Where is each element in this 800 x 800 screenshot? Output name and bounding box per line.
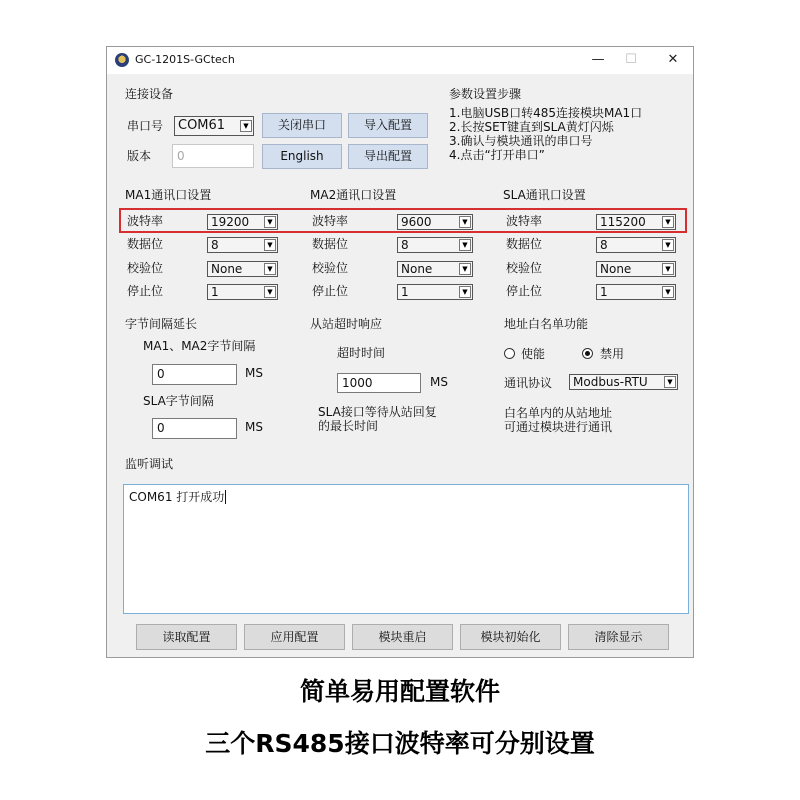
whitelist-note: 可通过模块进行通讯 bbox=[504, 420, 613, 434]
ms-unit-label: MS bbox=[245, 420, 263, 434]
sla-parity-select[interactable] bbox=[596, 261, 676, 277]
ma2-parity-value: None bbox=[401, 262, 433, 276]
ma1-databits-select[interactable] bbox=[207, 237, 278, 253]
chevron-down-icon: ▼ bbox=[459, 239, 471, 251]
sla-parity-value: None bbox=[600, 262, 632, 276]
protocol-label: 通讯协议 bbox=[504, 376, 553, 390]
steps-line: 1.电脑USB口转485连接模块MA1口 bbox=[449, 106, 643, 120]
text-cursor bbox=[225, 490, 226, 504]
timeout-note: SLA接口等待从站回复 bbox=[318, 405, 437, 419]
sla-byte-delay-label: SLA字节间隔 bbox=[143, 394, 214, 408]
read-config-button[interactable]: 读取配置 bbox=[136, 624, 237, 650]
protocol-select[interactable] bbox=[569, 374, 678, 390]
stopbits-label: 停止位 bbox=[127, 284, 164, 298]
protocol-value: Modbus-RTU bbox=[573, 375, 648, 389]
baud-label: 波特率 bbox=[312, 214, 349, 228]
ma1-parity-select[interactable] bbox=[207, 261, 278, 277]
timeout-title: 从站超时响应 bbox=[310, 317, 383, 331]
chevron-down-icon: ▼ bbox=[662, 239, 674, 251]
sla-byte-delay-input[interactable]: 0 bbox=[152, 418, 237, 439]
ma1-parity-value: None bbox=[211, 262, 243, 276]
minimize-button[interactable]: — bbox=[591, 52, 605, 67]
ma1-stopbits-select[interactable] bbox=[207, 284, 278, 300]
import-config-button[interactable]: 导入配置 bbox=[348, 113, 428, 138]
sla-baud-value: 115200 bbox=[600, 215, 646, 229]
chevron-down-icon: ▼ bbox=[264, 239, 276, 251]
ma1-baud-value: 19200 bbox=[211, 215, 250, 229]
chevron-down-icon: ▼ bbox=[662, 263, 674, 275]
sla-stopbits-select[interactable] bbox=[596, 284, 676, 300]
enable-label: 使能 bbox=[521, 347, 546, 361]
restart-module-button[interactable]: 模块重启 bbox=[352, 624, 453, 650]
clear-display-button[interactable]: 清除显示 bbox=[568, 624, 669, 650]
chevron-down-icon: ▼ bbox=[459, 286, 471, 298]
app-logo-icon bbox=[115, 53, 129, 67]
parity-label: 校验位 bbox=[312, 261, 349, 275]
ma2-settings-title: MA2通讯口设置 bbox=[310, 188, 397, 202]
ma2-databits-value: 8 bbox=[401, 238, 409, 252]
sla-settings-title: SLA通讯口设置 bbox=[503, 188, 586, 202]
parity-label: 校验位 bbox=[506, 261, 543, 275]
port-value: COM61 bbox=[178, 118, 226, 133]
baud-label: 波特率 bbox=[506, 214, 543, 228]
apply-config-button[interactable]: 应用配置 bbox=[244, 624, 345, 650]
ma2-parity-select[interactable] bbox=[397, 261, 473, 277]
title-bar bbox=[107, 47, 693, 74]
ma-byte-delay-label: MA1、MA2字节间隔 bbox=[143, 339, 256, 353]
steps-line: 4.点击“打开串口” bbox=[449, 148, 545, 162]
chevron-down-icon: ▼ bbox=[264, 216, 276, 228]
databits-label: 数据位 bbox=[506, 237, 543, 251]
byte-delay-title: 字节间隔延长 bbox=[125, 317, 198, 331]
baud-label: 波特率 bbox=[127, 214, 164, 228]
chevron-down-icon: ▼ bbox=[264, 263, 276, 275]
ma2-stopbits-value: 1 bbox=[401, 285, 409, 299]
whitelist-note: 白名单内的从站地址 bbox=[504, 406, 613, 420]
ms-unit-label: MS bbox=[245, 366, 263, 380]
databits-label: 数据位 bbox=[127, 237, 164, 251]
databits-label: 数据位 bbox=[312, 237, 349, 251]
chevron-down-icon: ▼ bbox=[264, 286, 276, 298]
whitelist-title: 地址白名单功能 bbox=[504, 317, 589, 331]
chevron-down-icon: ▼ bbox=[459, 216, 471, 228]
close-port-button[interactable]: 关闭串口 bbox=[262, 113, 342, 138]
monitor-log-area[interactable] bbox=[123, 484, 689, 614]
init-module-button[interactable]: 模块初始化 bbox=[460, 624, 561, 650]
baud-highlight-box bbox=[119, 208, 687, 233]
stopbits-label: 停止位 bbox=[312, 284, 349, 298]
disable-label: 禁用 bbox=[600, 347, 625, 361]
monitor-log-text: COM61 打开成功 bbox=[129, 490, 225, 504]
export-config-button[interactable]: 导出配置 bbox=[348, 144, 428, 169]
timeout-input[interactable]: 1000 bbox=[337, 373, 421, 393]
ms-unit-label: MS bbox=[430, 375, 448, 389]
chevron-down-icon: ▼ bbox=[459, 263, 471, 275]
chevron-down-icon: ▼ bbox=[662, 216, 674, 228]
chevron-down-icon: ▼ bbox=[662, 286, 674, 298]
timeout-label: 超时时间 bbox=[337, 346, 386, 360]
disable-radio[interactable] bbox=[582, 348, 593, 359]
timeout-note: 的最长时间 bbox=[318, 419, 379, 433]
ma-byte-delay-input[interactable]: 0 bbox=[152, 364, 237, 385]
sla-databits-value: 8 bbox=[600, 238, 608, 252]
ma1-databits-value: 8 bbox=[211, 238, 219, 252]
stopbits-label: 停止位 bbox=[506, 284, 543, 298]
port-label: 串口号 bbox=[127, 119, 164, 133]
ma2-baud-value: 9600 bbox=[401, 215, 432, 229]
port-select[interactable] bbox=[174, 116, 254, 136]
version-label: 版本 bbox=[127, 149, 152, 163]
ma1-stopbits-value: 1 bbox=[211, 285, 219, 299]
maximize-button[interactable]: ☐ bbox=[625, 52, 637, 67]
close-button[interactable]: ✕ bbox=[667, 52, 679, 67]
parity-label: 校验位 bbox=[127, 261, 164, 275]
chevron-down-icon: ▼ bbox=[240, 120, 252, 132]
sla-stopbits-value: 1 bbox=[600, 285, 608, 299]
sla-databits-select[interactable] bbox=[596, 237, 676, 253]
ma2-databits-select[interactable] bbox=[397, 237, 473, 253]
language-button[interactable]: English bbox=[262, 144, 342, 169]
chevron-down-icon: ▼ bbox=[664, 376, 676, 388]
version-field[interactable]: 0 bbox=[172, 144, 254, 168]
ma2-stopbits-select[interactable] bbox=[397, 284, 473, 300]
window-title: GC-1201S-GCtech bbox=[135, 53, 235, 66]
enable-radio[interactable] bbox=[504, 348, 515, 359]
caption-line-1: 简单易用配置软件 bbox=[299, 677, 500, 706]
monitor-title: 监听调试 bbox=[125, 457, 174, 471]
connect-section-label: 连接设备 bbox=[125, 87, 174, 101]
steps-title: 参数设置步骤 bbox=[449, 87, 522, 101]
steps-line: 3.确认与模块通讯的串口号 bbox=[449, 134, 593, 148]
caption-line-2: 三个RS485接口波特率可分别设置 bbox=[205, 729, 595, 758]
steps-line: 2.长按SET键直到SLA黄灯闪烁 bbox=[449, 120, 614, 134]
ma1-settings-title: MA1通讯口设置 bbox=[125, 188, 212, 202]
